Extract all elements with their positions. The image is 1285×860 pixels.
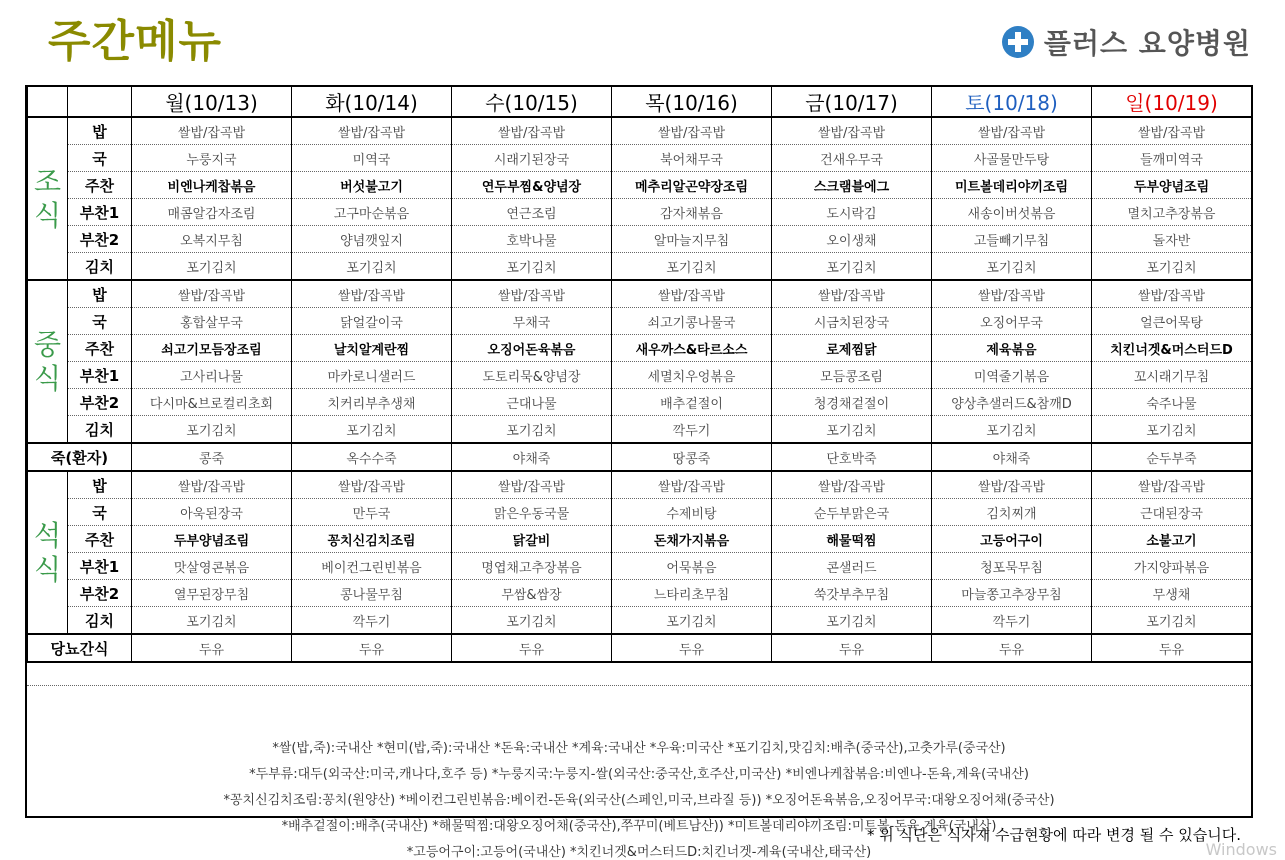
lunch-row-bap [28, 280, 1252, 308]
breakfast-row-bap [28, 117, 1252, 145]
menu-cell: 도토리묵&양념장 [452, 362, 612, 389]
breakfast-row-side1 [28, 199, 1252, 226]
menu-cell: 날치알계란찜 [292, 335, 452, 362]
lunch-row-side2 [28, 389, 1252, 416]
menu-cell: 북어채무국 [612, 145, 772, 172]
menu-cell: 콩죽 [132, 443, 292, 471]
row-label: 김치 [68, 607, 132, 635]
dinner-row-side1 [28, 553, 1252, 580]
menu-cell: 감자채볶음 [612, 199, 772, 226]
menu-cell: 포기김치 [132, 416, 292, 444]
snack-row [28, 634, 1252, 662]
menu-cell: 쌀밥/잡곡밥 [452, 471, 612, 499]
menu-cell: 쌀밥/잡곡밥 [1092, 280, 1252, 308]
menu-cell: 포기김치 [772, 607, 932, 635]
menu-cell: 열무된장무침 [132, 580, 292, 607]
menu-cell: 쌀밥/잡곡밥 [1092, 471, 1252, 499]
menu-cell: 쌀밥/잡곡밥 [132, 117, 292, 145]
row-label: 부찬2 [68, 226, 132, 253]
breakfast-row-kimchi [28, 253, 1252, 281]
dinner-row-main [28, 526, 1252, 553]
dinner-row-side2 [28, 580, 1252, 607]
menu-cell: 쌀밥/잡곡밥 [292, 280, 452, 308]
breakfast-row-main [28, 172, 1252, 199]
menu-cell: 비엔나케찹볶음 [132, 172, 292, 199]
row-label: 주찬 [68, 335, 132, 362]
menu-cell: 느타리초무침 [612, 580, 772, 607]
medical-cross-icon [1002, 26, 1034, 58]
menu-cell: 근대된장국 [1092, 499, 1252, 526]
menu-cell: 포기김치 [452, 253, 612, 281]
day-header: 화(10/14) [292, 87, 452, 117]
menu-cell: 가지양파볶음 [1092, 553, 1252, 580]
menu-cell: 청포묵무침 [932, 553, 1092, 580]
menu-cell: 쌀밥/잡곡밥 [292, 117, 452, 145]
menu-cell: 돌자반 [1092, 226, 1252, 253]
menu-cell: 쑥갓부추무침 [772, 580, 932, 607]
menu-cell: 쇠고기콩나물국 [612, 308, 772, 335]
menu-cell: 쌀밥/잡곡밥 [932, 117, 1092, 145]
menu-cell: 두유 [772, 634, 932, 662]
dinner-row-bap [28, 471, 1252, 499]
menu-cell: 오복지무침 [132, 226, 292, 253]
day-header: 월(10/13) [132, 87, 292, 117]
menu-cell: 쌀밥/잡곡밥 [772, 471, 932, 499]
row-label: 밥 [68, 117, 132, 145]
lunch-row-side1 [28, 362, 1252, 389]
menu-cell: 양념깻잎지 [292, 226, 452, 253]
menu-cell: 포기김치 [1092, 607, 1252, 635]
row-label: 국 [68, 499, 132, 526]
menu-cell: 오징어무국 [932, 308, 1092, 335]
hospital-brand [1002, 22, 1251, 62]
menu-cell: 버섯불고기 [292, 172, 452, 199]
row-label: 김치 [68, 253, 132, 281]
meal-label-char: 조 [33, 164, 62, 198]
divider [27, 685, 1251, 686]
day-header-row [28, 87, 1252, 117]
menu-cell: 홍합살무국 [132, 308, 292, 335]
meal-label-char: 식 [33, 552, 62, 586]
menu-cell: 오이생채 [772, 226, 932, 253]
lunch-meal-label [28, 280, 68, 443]
menu-cell: 만두국 [292, 499, 452, 526]
origin-note: *두부류:대두(외국산:미국,캐나다,호주 등) *누룽지국:누룽지-쌀(외국산:중국산,호주산,미국산) *비엔나케찹볶음:비엔나-돈육,계육(국내산) [249, 767, 1029, 782]
menu-cell: 닭갈비 [452, 526, 612, 553]
dinner-row-kimchi [28, 607, 1252, 635]
menu-cell: 포기김치 [1092, 416, 1252, 444]
menu-cell: 포기김치 [452, 607, 612, 635]
breakfast-row-guk [28, 145, 1252, 172]
menu-cell: 세멸치우엉볶음 [612, 362, 772, 389]
menu-cell: 시래기된장국 [452, 145, 612, 172]
menu-cell: 연근조림 [452, 199, 612, 226]
menu-cell: 무생채 [1092, 580, 1252, 607]
menu-cell: 마카로니샐러드 [292, 362, 452, 389]
menu-cell: 들깨미역국 [1092, 145, 1252, 172]
menu-cell: 쌀밥/잡곡밥 [612, 117, 772, 145]
menu-cell: 포기김치 [612, 253, 772, 281]
menu-cell: 치커리부추생채 [292, 389, 452, 416]
menu-cell: 청경채겉절이 [772, 389, 932, 416]
menu-cell: 단호박죽 [772, 443, 932, 471]
menu-cell: 제육볶음 [932, 335, 1092, 362]
menu-cell: 포기김치 [132, 253, 292, 281]
row-label: 주찬 [68, 172, 132, 199]
row-label: 부찬1 [68, 362, 132, 389]
menu-cell: 콩나물무침 [292, 580, 452, 607]
menu-cell: 호박나물 [452, 226, 612, 253]
menu-cell: 숙주나물 [1092, 389, 1252, 416]
menu-cell: 옥수수죽 [292, 443, 452, 471]
menu-cell: 무쌈&쌈장 [452, 580, 612, 607]
menu-cell: 쌀밥/잡곡밥 [292, 471, 452, 499]
row-label: 부찬1 [68, 199, 132, 226]
menu-cell: 포기김치 [292, 253, 452, 281]
menu-cell: 맑은우동국물 [452, 499, 612, 526]
menu-cell: 메추리알곤약장조림 [612, 172, 772, 199]
menu-cell: 쌀밥/잡곡밥 [452, 117, 612, 145]
origin-note: *배추겉절이:배추(국내산) *해물떡찜:대왕오징어채(중국산),쭈꾸미(베트남산)) *미트볼데리야끼조림:미트볼-돈육,계육(국내산) [281, 819, 997, 834]
menu-cell: 야채죽 [932, 443, 1092, 471]
menu-cell: 쌀밥/잡곡밥 [772, 280, 932, 308]
menu-cell: 누룽지국 [132, 145, 292, 172]
menu-cell: 새우까스&타르소스 [612, 335, 772, 362]
menu-cell: 쌀밥/잡곡밥 [612, 280, 772, 308]
origin-note: *쌀(밥,죽):국내산 *현미(밥,죽):국내산 *돈육:국내산 *계육:국내산 *우육:미국산 *포기김치,맛김치:배추(중국산),고춧가루(중국산) [272, 741, 1006, 756]
meal-label-char: 중 [33, 327, 62, 361]
menu-cell: 고사리나물 [132, 362, 292, 389]
menu-cell: 알마늘지무침 [612, 226, 772, 253]
menu-cell: 마늘쫑고추장무침 [932, 580, 1092, 607]
menu-cell: 명엽채고추장볶음 [452, 553, 612, 580]
menu-cell: 무채국 [452, 308, 612, 335]
menu-cell: 땅콩죽 [612, 443, 772, 471]
menu-cell: 시금치된장국 [772, 308, 932, 335]
menu-cell: 깍두기 [932, 607, 1092, 635]
lunch-row-kimchi [28, 416, 1252, 444]
menu-cell: 모듬콩조림 [772, 362, 932, 389]
row-label: 부찬2 [68, 580, 132, 607]
menu-cell: 쌀밥/잡곡밥 [132, 280, 292, 308]
menu-cell: 얼큰어묵탕 [1092, 308, 1252, 335]
day-header: 일(10/19) [1092, 87, 1252, 117]
menu-cell: 두유 [132, 634, 292, 662]
porridge-row [28, 443, 1252, 471]
menu-cell: 두유 [292, 634, 452, 662]
day-header: 수(10/15) [452, 87, 612, 117]
lunch-row-guk [28, 308, 1252, 335]
menu-cell: 쇠고기모듬장조림 [132, 335, 292, 362]
breakfast-meal-label [28, 117, 68, 280]
menu-cell: 어묵볶음 [612, 553, 772, 580]
menu-cell: 포기김치 [1092, 253, 1252, 281]
menu-cell: 배추겉절이 [612, 389, 772, 416]
menu-cell: 쌀밥/잡곡밥 [132, 471, 292, 499]
row-label: 밥 [68, 471, 132, 499]
menu-cell: 수제비탕 [612, 499, 772, 526]
corner-cell [68, 87, 132, 117]
menu-cell: 두부양념조림 [1092, 172, 1252, 199]
menu-cell: 맛살영콘볶음 [132, 553, 292, 580]
menu-cell: 두유 [932, 634, 1092, 662]
menu-cell: 포기김치 [612, 607, 772, 635]
menu-cell: 포기김치 [452, 416, 612, 444]
menu-cell: 건새우무국 [772, 145, 932, 172]
menu-cell: 쌀밥/잡곡밥 [612, 471, 772, 499]
dinner-meal-label [28, 471, 68, 634]
menu-cell: 연두부찜&양념장 [452, 172, 612, 199]
row-label: 부찬1 [68, 553, 132, 580]
menu-cell: 꽁치신김치조림 [292, 526, 452, 553]
menu-cell: 깍두기 [612, 416, 772, 444]
menu-cell: 순두부맑은국 [772, 499, 932, 526]
porridge-label: 죽(환자) [28, 443, 132, 471]
day-header: 금(10/17) [772, 87, 932, 117]
menu-cell: 콘샐러드 [772, 553, 932, 580]
menu-cell: 두유 [1092, 634, 1252, 662]
row-label: 김치 [68, 416, 132, 444]
menu-cell: 포기김치 [132, 607, 292, 635]
menu-cell: 쌀밥/잡곡밥 [932, 471, 1092, 499]
menu-cell: 해물떡찜 [772, 526, 932, 553]
menu-cell: 고등어구이 [932, 526, 1092, 553]
day-header: 토(10/18) [932, 87, 1092, 117]
menu-cell: 돈채가지볶음 [612, 526, 772, 553]
menu-cell: 쌀밥/잡곡밥 [1092, 117, 1252, 145]
menu-cell: 닭얼갈이국 [292, 308, 452, 335]
windows-watermark: Windows [1205, 840, 1277, 859]
page-title: 주간메뉴 [48, 16, 223, 67]
snack-label: 당뇨간식 [28, 634, 132, 662]
menu-cell: 아욱된장국 [132, 499, 292, 526]
menu-cell: 근대나물 [452, 389, 612, 416]
origin-note: *고등어구이:고등어(국내산) *치킨너겟&머스터드D:치킨너겟-계육(국내산,태국산) [406, 845, 872, 860]
menu-cell: 다시마&브로컬리초회 [132, 389, 292, 416]
meal-label-char: 식 [33, 361, 62, 395]
menu-cell: 야채죽 [452, 443, 612, 471]
row-label: 주찬 [68, 526, 132, 553]
menu-cell: 김치찌개 [932, 499, 1092, 526]
menu-cell: 고들빼기무침 [932, 226, 1092, 253]
lunch-row-main [28, 335, 1252, 362]
row-label: 국 [68, 308, 132, 335]
menu-cell: 고구마순볶음 [292, 199, 452, 226]
origin-note: *꽁치신김치조림:꽁치(원양산) *베이컨그린빈볶음:베이컨-돈육(외국산(스페인,미국,브라질 등)) *오징어돈육볶음,오징어무국:대왕오징어채(중국산) [223, 793, 1055, 808]
menu-cell: 베이컨그린빈볶음 [292, 553, 452, 580]
menu-cell: 미트볼데리야끼조림 [932, 172, 1092, 199]
menu-cell: 두유 [452, 634, 612, 662]
menu-cell: 오징어돈육볶음 [452, 335, 612, 362]
meal-label-char: 식 [33, 198, 62, 232]
menu-cell: 멸치고추장볶음 [1092, 199, 1252, 226]
breakfast-row-side2 [28, 226, 1252, 253]
dinner-row-guk [28, 499, 1252, 526]
menu-cell: 도시락김 [772, 199, 932, 226]
menu-cell: 꼬시래기무침 [1092, 362, 1252, 389]
menu-cell: 스크램블에그 [772, 172, 932, 199]
menu-cell: 두유 [612, 634, 772, 662]
row-label: 국 [68, 145, 132, 172]
menu-cell: 치킨너겟&머스터드D [1092, 335, 1252, 362]
row-label: 부찬2 [68, 389, 132, 416]
menu-cell: 포기김치 [772, 253, 932, 281]
day-header: 목(10/16) [612, 87, 772, 117]
menu-cell: 쌀밥/잡곡밥 [772, 117, 932, 145]
menu-cell: 사골물만두탕 [932, 145, 1092, 172]
menu-cell: 순두부죽 [1092, 443, 1252, 471]
menu-cell: 포기김치 [292, 416, 452, 444]
weekly-menu-table [27, 87, 1252, 663]
menu-cell: 포기김치 [932, 253, 1092, 281]
footer-note: * 위 식단은 식자재 수급현황에 따라 변경 될 수 있습니다. [867, 826, 1241, 844]
menu-cell: 포기김치 [932, 416, 1092, 444]
menu-cell: 매콤알감자조림 [132, 199, 292, 226]
menu-cell: 두부양념조림 [132, 526, 292, 553]
meal-label-char: 석 [33, 518, 62, 552]
menu-cell: 소불고기 [1092, 526, 1252, 553]
row-label: 밥 [68, 280, 132, 308]
menu-cell: 포기김치 [772, 416, 932, 444]
menu-cell: 양상추샐러드&참깨D [932, 389, 1092, 416]
menu-cell: 로제찜닭 [772, 335, 932, 362]
menu-cell: 쌀밥/잡곡밥 [452, 280, 612, 308]
menu-cell: 새송이버섯볶음 [932, 199, 1092, 226]
menu-cell: 깍두기 [292, 607, 452, 635]
corner-cell [28, 87, 68, 117]
menu-cell: 쌀밥/잡곡밥 [932, 280, 1092, 308]
menu-cell: 미역줄기볶음 [932, 362, 1092, 389]
hospital-name: 플러스 요양병원 [1043, 27, 1251, 60]
menu-cell: 미역국 [292, 145, 452, 172]
